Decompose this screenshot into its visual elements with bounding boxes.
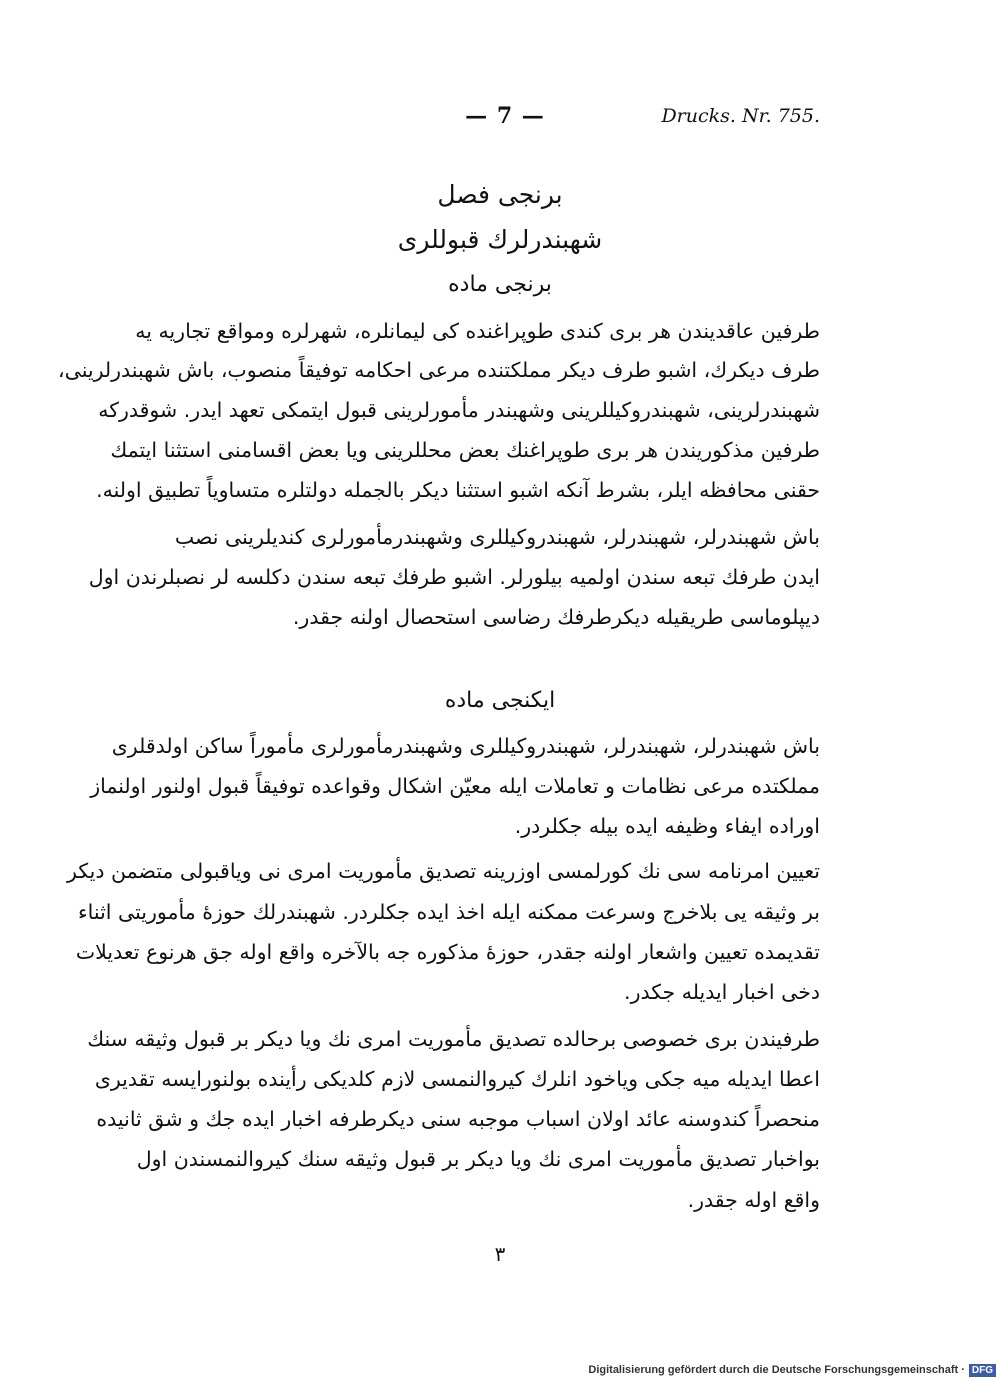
article-1-line: شهبندرلرینی، شهبندروکیللرینی وشهبندر مأمورلرینی قبول ایتمکی تعهد ایدر. شوقدرکه (98, 398, 820, 422)
page-number: — 7 — (465, 103, 545, 129)
article-2-heading: ایکنجی ماده (444, 688, 556, 713)
article-2-line: منحصراً کندوسنه عائد اولان اسباب موجبه سنی دیکرطرفه اخبار ایده جك و شق ثانیده (96, 1107, 820, 1131)
digitization-credit (588, 1361, 1000, 1379)
chapter-heading: برنجی فصل (437, 180, 563, 209)
article-1-line: دیپلوماسی طریقیله دیکرطرفك رضاسی استحصال اولنه جقدر. (292, 605, 820, 629)
article-2-line: بر وثیقه یی بلاخرج وسرعت ممکنه ایله اخذ ایده جکلردر. شهبندرلك حوزهٔ مأموریتی اثناء (78, 900, 820, 924)
article-2-line: تقدیمده تعیین واشعار اولنه جقدر، حوزهٔ مذکوره جه بالآخره واقع اوله جق هرنوع تعدیلات (75, 940, 820, 964)
article-2-line: تعیین امرنامه سی نك کورلمسی اوزرینه تصدیق مأموریت امری نی ویاقبولی متضمن دیکر (67, 859, 820, 883)
dfg-logo-icon: DFG (969, 1364, 996, 1377)
arabic-page-number: ٣ (494, 1242, 506, 1266)
article-2-line: دخی اخبار ایدیله جکدر. (624, 980, 820, 1004)
article-1-line: باش شهبندرلر، شهبندرلر، شهبندروکیللری وشهبندرمأمورلری کندیلرینی نصب (174, 525, 820, 549)
digitization-note: Digitalisierung gefördert durch die Deutsche Forschungsgemeinschaft · (588, 1364, 965, 1376)
article-1-line: طرف دیکرك، اشبو طرف دیکر مملکتنده مرعی احکامه توفیقاً منصوب، باش شهبندرلرینی، (58, 358, 820, 382)
article-2-line: اعطا ایدیله میه جکی ویاخود انلرك کیروالنمسی لازم کلدیکی رأینده بولنورایسه تقدیری (94, 1067, 820, 1091)
article-2-line: باش شهبندرلر، شهبندرلر، شهبندروکیللری وشهبندرمأمورلری مأموراً ساکن اولدقلری (111, 734, 820, 758)
article-2-line: اوراده ایفاء وظیفه ایده بیله جکلردر. (514, 814, 820, 838)
article-1-line: طرفین مذکوریندن هر بری طوپراغنك بعض محللرینی ویا بعض اقسامنی استثنا ایتمك (110, 438, 820, 462)
article-2-line: بواخبار تصدیق مأموریت امری نك ویا دیکر بر قبول وثیقه سنك کیروالنمسندن اول (136, 1147, 820, 1171)
article-1-heading: برنجی ماده (448, 272, 552, 297)
article-1-line: طرفین عاقدیندن هر بری کندی طوپراغنده کی لیمانلره، شهرلره ومواقع تجاریه یه (135, 319, 820, 343)
article-2-line: واقع اوله جقدر. (687, 1188, 820, 1212)
chapter-title: شهبندرلرك قبوللری (397, 225, 603, 254)
article-2-line: طرفیندن بری خصوصی برحالده تصدیق مأموریت امری نك ویا دیکر بر قبول وثیقه سنك (87, 1027, 820, 1051)
article-1-line: ایدن طرفك تبعه سندن اولمیه بیلورلر. اشبو طرفك تبعه سندن دکلسه لر نصبلرندن اول (88, 565, 820, 589)
article-2-line: مملکتده مرعی نظامات و تعاملات ایله معیّن اشکال وقواعده توفیقاً قبول اولنور اولنماز (90, 774, 820, 798)
article-1-line: حقنی محافظه ایلر، بشرط آنکه اشبو استثنا دیکر بالجمله دولتلره متساویاً تطبیق اولنه. (96, 478, 820, 502)
drucksache-reference: Drucks. Nr. 755. (661, 105, 820, 127)
